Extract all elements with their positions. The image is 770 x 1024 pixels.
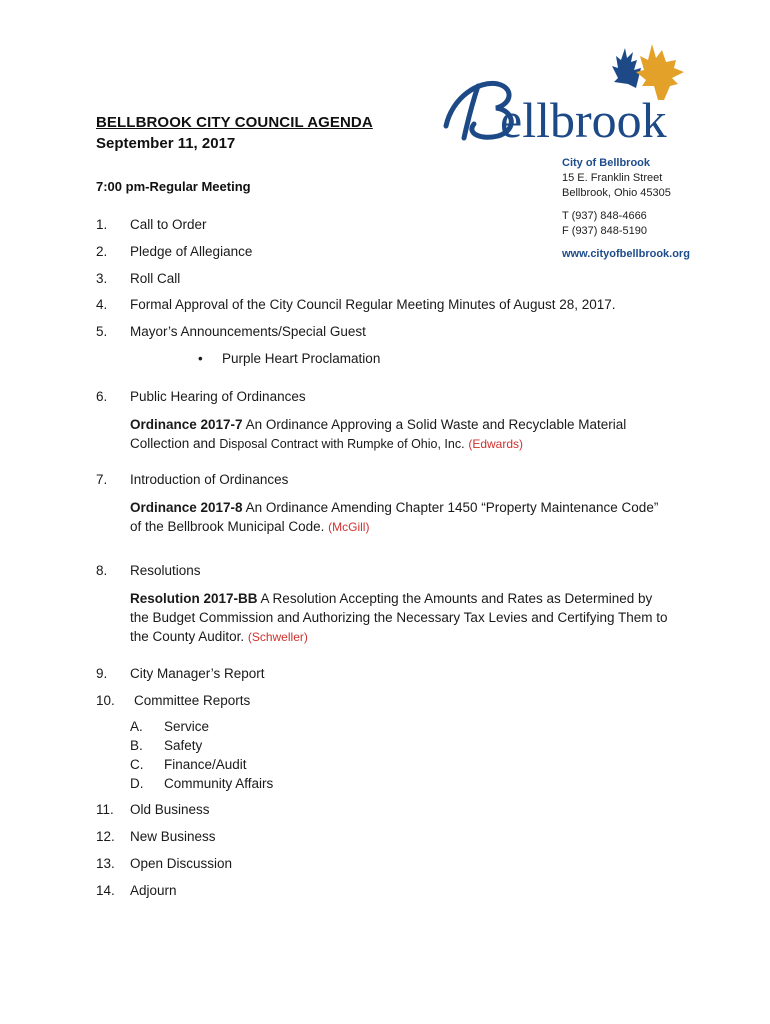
committee-letter: C. bbox=[130, 757, 144, 772]
item-text: Roll Call bbox=[130, 271, 181, 286]
item-text: Open Discussion bbox=[130, 856, 233, 871]
item-text: Public Hearing of Ordinances bbox=[130, 389, 306, 404]
item-number: 14. bbox=[96, 883, 115, 898]
ordinance-line2a: Collection and bbox=[130, 436, 216, 451]
contact-street: 15 E. Franklin Street bbox=[562, 172, 663, 184]
item-number: 8. bbox=[96, 563, 108, 578]
ordinance-line2b: Disposal Contract with Rumpke of Ohio, Inc. bbox=[219, 437, 465, 451]
ordinance-2017-8 bbox=[130, 498, 690, 537]
agenda-date: September 11, 2017 bbox=[96, 135, 236, 152]
committee-name: Service bbox=[164, 719, 210, 734]
logo-wordmark: ellbrook bbox=[500, 92, 667, 148]
resolution-line2: the Budget Commission and Authorizing the Necessary Tax Levies and Certifying Them to bbox=[130, 610, 668, 625]
item-number: 7. bbox=[96, 472, 108, 487]
item-text: Call to Order bbox=[130, 217, 207, 232]
ordinance-line2: of the Bellbrook Municipal Code. bbox=[130, 519, 325, 534]
resolution-id: Resolution 2017-BB bbox=[130, 591, 258, 606]
committee-name: Safety bbox=[164, 738, 203, 753]
contact-website-link[interactable]: www.cityofbellbrook.org bbox=[562, 248, 690, 260]
item-number: 12. bbox=[96, 829, 115, 844]
ordinance-2017-7 bbox=[130, 415, 690, 454]
item-text: Introduction of Ordinances bbox=[130, 472, 289, 487]
item-number: 13. bbox=[96, 856, 115, 871]
item-number: 2. bbox=[96, 244, 108, 259]
ordinance-line1: An Ordinance Amending Chapter 1450 “Property Maintenance Code” bbox=[245, 500, 659, 515]
item-number: 10. bbox=[96, 693, 115, 708]
item-number: 5. bbox=[96, 324, 108, 339]
contact-phone: T (937) 848-4666 bbox=[562, 210, 647, 222]
contact-block bbox=[562, 156, 690, 262]
contact-fax: F (937) 848-5190 bbox=[562, 225, 647, 237]
contact-org: City of Bellbrook bbox=[562, 157, 651, 169]
item-text: New Business bbox=[130, 829, 216, 844]
resolution-line1: A Resolution Accepting the Amounts and Rates as Determined by bbox=[260, 591, 653, 606]
item-number: 4. bbox=[96, 297, 108, 312]
contact-city: Bellbrook, Ohio 45305 bbox=[562, 187, 671, 199]
committee-letter: D. bbox=[130, 776, 144, 791]
bullet-text: Purple Heart Proclamation bbox=[222, 351, 381, 366]
bellbrook-logo bbox=[438, 38, 730, 148]
bullet-icon: • bbox=[198, 351, 203, 366]
committee-name: Community Affairs bbox=[164, 776, 274, 791]
item-text: Resolutions bbox=[130, 563, 201, 578]
item-number: 6. bbox=[96, 389, 108, 404]
dark-leaf-icon bbox=[612, 48, 641, 88]
item-text: Adjourn bbox=[130, 883, 177, 898]
meeting-time: 7:00 pm-Regular Meeting bbox=[96, 179, 251, 194]
ordinance-id: Ordinance 2017-7 bbox=[130, 417, 243, 432]
item-text: Mayor’s Announcements/Special Guest bbox=[130, 324, 366, 339]
committee-letter: A. bbox=[130, 719, 143, 734]
agenda-title: BELLBROOK CITY COUNCIL AGENDA bbox=[96, 114, 373, 131]
item-text: Formal Approval of the City Council Regular Meeting Minutes of August 28, 2017. bbox=[130, 297, 616, 312]
ordinance-line1: An Ordinance Approving a Solid Waste and Recyclable Material bbox=[245, 417, 627, 432]
item-number: 1. bbox=[96, 217, 108, 232]
ordinance-id: Ordinance 2017-8 bbox=[130, 500, 243, 515]
item-number: 3. bbox=[96, 271, 108, 286]
item-number: 11. bbox=[96, 802, 114, 817]
committee-letter: B. bbox=[130, 738, 143, 753]
committee-name: Finance/Audit bbox=[164, 757, 247, 772]
item-text: Old Business bbox=[130, 802, 210, 817]
item-text: City Manager’s Report bbox=[130, 666, 265, 681]
item-text: Committee Reports bbox=[134, 693, 251, 708]
sponsor-label: (McGill) bbox=[328, 520, 370, 534]
sponsor-label: (Edwards) bbox=[468, 437, 524, 451]
resolution-line3: the County Auditor. bbox=[130, 629, 245, 644]
sponsor-label: (Schweller) bbox=[247, 630, 308, 644]
item-text: Pledge of Allegiance bbox=[130, 244, 253, 259]
resolution-2017-bb bbox=[130, 589, 690, 647]
item-number: 9. bbox=[96, 666, 108, 681]
